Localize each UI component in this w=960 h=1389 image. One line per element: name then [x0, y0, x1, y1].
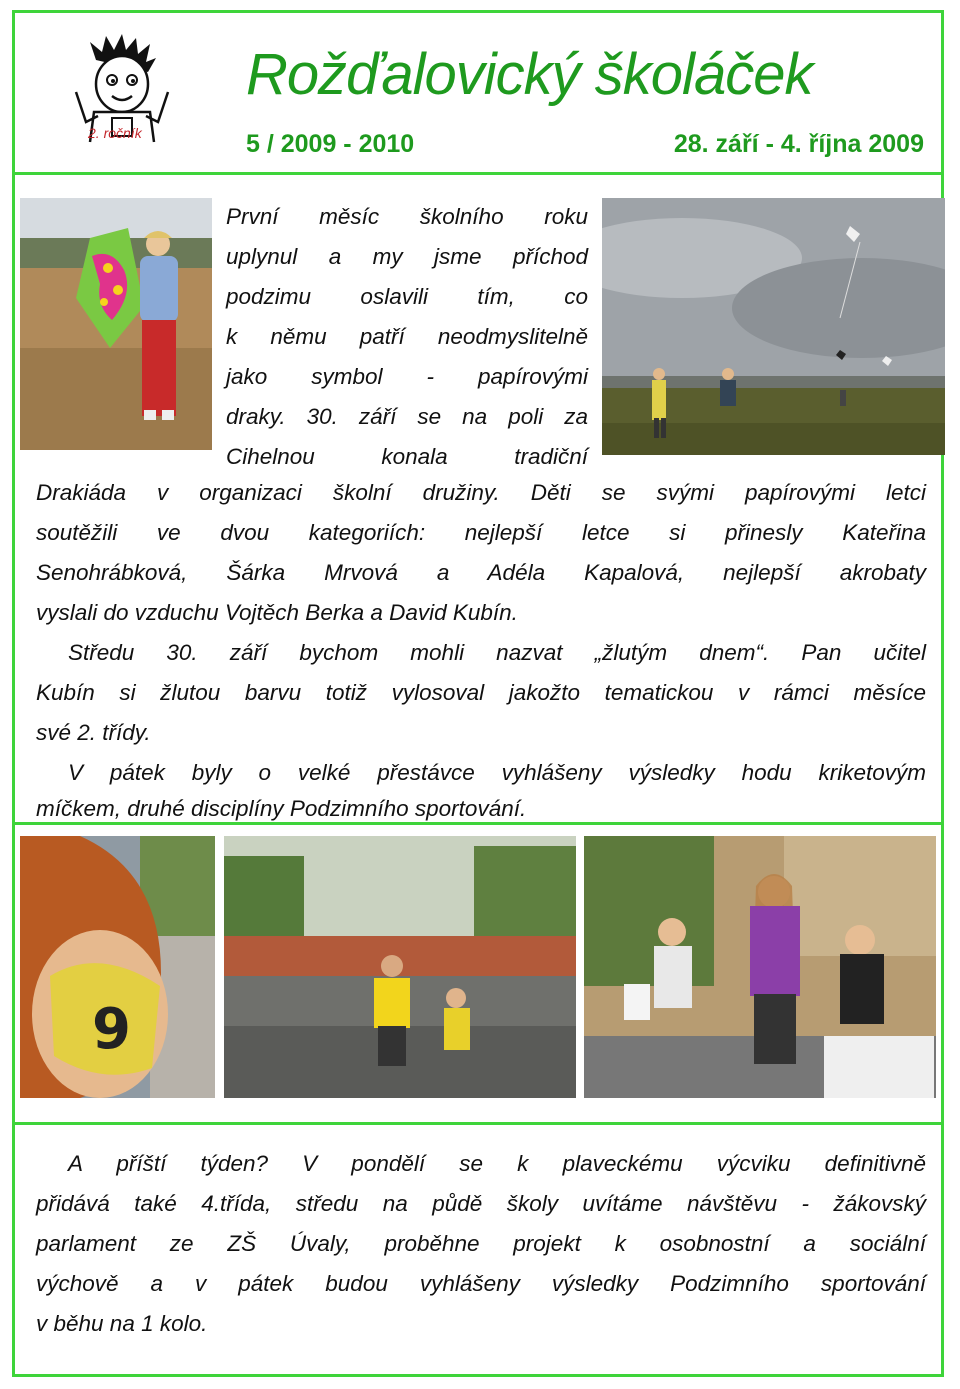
photo-girl-with-kite: [20, 198, 212, 450]
photos-bottom-divider: [12, 1122, 944, 1125]
intro-line: podzimu oslavili tím, co: [226, 284, 588, 309]
intro-line: Cihelnou konala tradiční: [226, 444, 588, 469]
next-week-line: v běhu na 1 kolo.: [36, 1311, 208, 1336]
article-line: Středu 30. září bychom mohli nazvat „žlutým dnem“. Pan učitel: [68, 640, 926, 665]
next-week-line: A příští týden? V pondělí se k plaveckému výcviku definitivně: [68, 1151, 926, 1176]
article-line: Drakiáda v organizaci školní družiny. Děti se svými papírovými letci: [36, 480, 926, 505]
intro-line: První měsíc školního roku: [226, 204, 588, 229]
article-line: Senohrábková, Šárka Mrvová a Adéla Kapalová, nejlepší akrobaty: [36, 560, 926, 585]
intro-line: jako symbol - papírovými: [226, 364, 588, 389]
photo-award-ceremony: [584, 836, 936, 1098]
article-line: Kubín si žlutou barvu totiž vylosoval jakožto tematickou v rámci měsíce: [36, 680, 926, 705]
grade-label: 2. ročník: [88, 125, 142, 141]
article-line: vyslali do vzduchu Vojtěch Berka a David Kubín.: [36, 600, 518, 625]
article-line: míčkem, druhé disciplíny Podzimního sportování.: [36, 796, 527, 821]
newsletter-title: Rožďalovický školáček: [246, 42, 813, 107]
next-week-line: přidává také 4.třída, středu na půdě školy uvítáme návštěvu - žákovský: [36, 1191, 926, 1216]
photo-girl-face-paint: [20, 836, 215, 1098]
article-line: své 2. třídy.: [36, 720, 151, 745]
svg-text:9: 9: [92, 997, 131, 1062]
intro-line: draky. 30. září se na poli za: [226, 404, 588, 429]
intro-line: k němu patří neodmyslitelně: [226, 324, 588, 349]
issue-dates: 28. září - 4. října 2009: [673, 130, 924, 158]
article-line: V pátek byly o velké přestávce vyhlášeny výsledky hodu kriketovým: [68, 760, 926, 785]
issue-number: 5 / 2009 - 2010: [246, 130, 415, 158]
next-week-line: výchově a v pátek budou vyhlášeny výsledky Podzimního sportování: [36, 1271, 926, 1296]
photo-kites-on-field: [602, 198, 945, 455]
next-week-line: parlament ze ZŠ Úvaly, proběhne projekt k osobnostní a sociální: [36, 1231, 926, 1256]
photo-teacher-yellow-day: [224, 836, 576, 1098]
article-line: soutěžili ve dvou kategoriích: nejlepší letce si přinesly Kateřina: [36, 520, 926, 545]
header-divider: [12, 172, 944, 175]
intro-line: uplynul a my jsme příchod: [226, 244, 588, 269]
